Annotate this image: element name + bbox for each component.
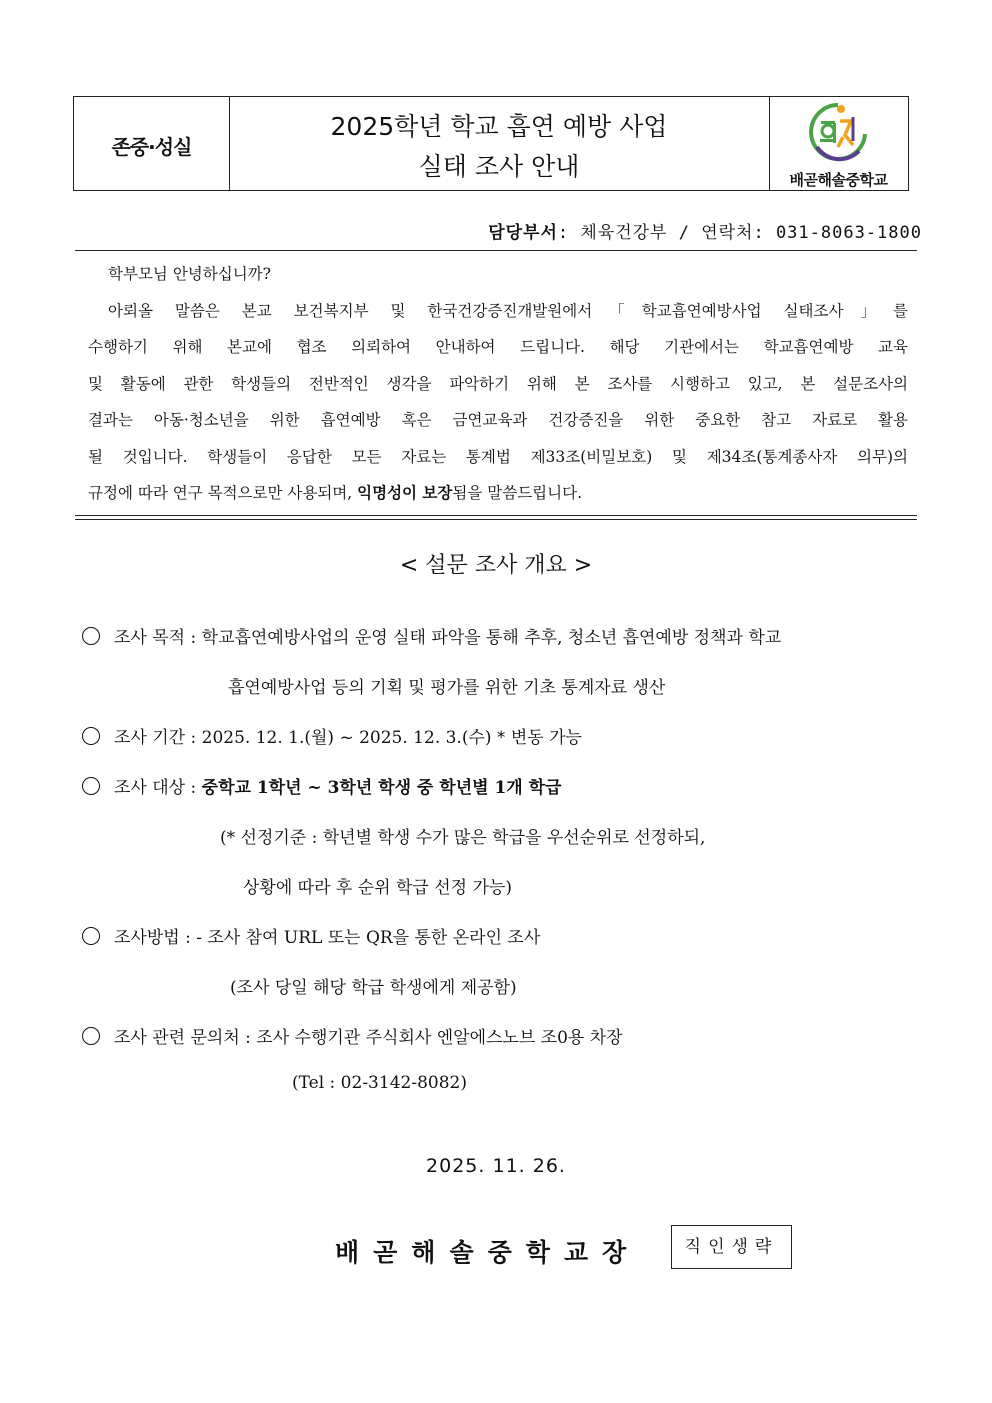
intro-line: 될 것입니다. 학생들이 응답한 모든 자료는 통계법 제33조(비밀보호) 및 제34조(통계종사자 의무)의: [88, 447, 908, 466]
logo-cell: [769, 97, 908, 190]
phone-label: 연락처: [701, 223, 754, 243]
inquiry-value: 조사 수행기관 주식회사 엔알에스노브 조0용 차장: [256, 1028, 623, 1048]
target-note-1: (* 선정기준 : 학년별 학생 수가 많은 학급을 우선순위로 선정하되,: [220, 828, 706, 848]
period-label: 조사 기간 :: [114, 728, 202, 748]
document-title-line1: 2025학년 학교 흡연 예방 사업: [330, 112, 668, 141]
school-logo-icon: [807, 101, 869, 165]
issue-date: 2025. 11. 26.: [426, 1155, 566, 1177]
intro-line: 아뢰올 말씀은 본교 보건복지부 및 한국건강증진개발원에서「학교흡연예방사업 실태조사」를: [108, 301, 908, 320]
inquiry-tel: (Tel : 02-3142-8082): [292, 1073, 467, 1093]
bullet-circle-icon: [82, 927, 100, 945]
intro-line: 및 활동에 관한 학생들의 전반적인 생각을 파악하기 위해 본 조사를 시행하고 있고, 본 설문조사의: [88, 374, 908, 393]
motto-cell: [74, 97, 230, 190]
method-label: 조사방법 :: [114, 928, 197, 948]
dept-label: 담당부서: [488, 223, 558, 243]
contact-line: [488, 218, 922, 243]
header-table: [73, 96, 909, 191]
period-value: 2025. 12. 1.(월) ~ 2025. 12. 3.(수): [201, 728, 492, 748]
method-note: (조사 당일 해당 학급 학생에게 제공함): [230, 978, 517, 998]
target-note-2: 상황에 따라 후 순위 학급 선정 가능): [243, 878, 512, 898]
target-item: [82, 773, 561, 798]
period-note: * 변동 가능: [491, 728, 582, 748]
bullet-circle-icon: [82, 627, 100, 645]
target-label: 조사 대상 :: [114, 778, 202, 798]
intro-last-post: 됨을 말씀드립니다.: [452, 484, 583, 502]
purpose-text: 학교흡연예방사업의 운영 실태 파악을 통해 추후, 청소년 흡연예방 정책과 학교: [201, 628, 782, 648]
purpose-item: [82, 623, 781, 648]
phone-value: : 031-8063-1800: [753, 223, 922, 243]
bullet-circle-icon: [82, 1027, 100, 1045]
overview-title: < 설문 조사 개요 >: [399, 553, 593, 578]
inquiry-item: [82, 1023, 623, 1048]
target-value: 중학교 1학년 ~ 3학년 학생 중 학년별 1개 학급: [201, 778, 562, 798]
dept-value: : 체육건강부 /: [557, 223, 702, 243]
purpose-label: 조사 목적 :: [114, 628, 202, 648]
greeting: 학부모님 안녕하십니까?: [108, 265, 271, 283]
purpose-text-cont: 흡연예방사업 등의 기획 및 평가를 위한 기초 통계자료 생산: [228, 678, 666, 698]
school-motto: 존중·성실: [111, 135, 192, 159]
title-cell: [229, 97, 770, 190]
divider-bottom-2: [75, 519, 917, 520]
bullet-circle-icon: [82, 727, 100, 745]
intro-paragraph: [88, 256, 908, 512]
divider-bottom-1: [75, 515, 917, 516]
method-item: [82, 923, 540, 948]
method-value: - 조사 참여 URL 또는 QR을 통한 온라인 조사: [196, 928, 541, 948]
intro-line: 결과는 아동·청소년을 위한 흡연예방 혹은 금연교육과 건강증진을 위한 중요한 참고 자료로 활용: [88, 411, 908, 429]
school-logo-text: 배곧해솔중학교: [789, 171, 888, 189]
period-item: [82, 723, 582, 748]
intro-last-pre: 규정에 따라 연구 목적으로만 사용되며,: [88, 484, 358, 502]
anonymity-text: 익명성이 보장: [357, 483, 453, 502]
seal-omitted-box: 직인생략: [671, 1225, 792, 1269]
intro-last-line: [88, 475, 908, 512]
intro-line: 수행하기 위해 본교에 협조 의뢰하여 안내하여 드립니다. 해당 기관에서는 학교흡연예방 교육: [88, 338, 908, 356]
document-title-line2: 실태 조사 안내: [418, 152, 580, 181]
principal-name: 배곧해솔중학교장: [335, 1238, 641, 1267]
inquiry-label: 조사 관련 문의처 :: [114, 1028, 257, 1048]
bullet-circle-icon: [82, 777, 100, 795]
divider-top: [75, 250, 917, 251]
